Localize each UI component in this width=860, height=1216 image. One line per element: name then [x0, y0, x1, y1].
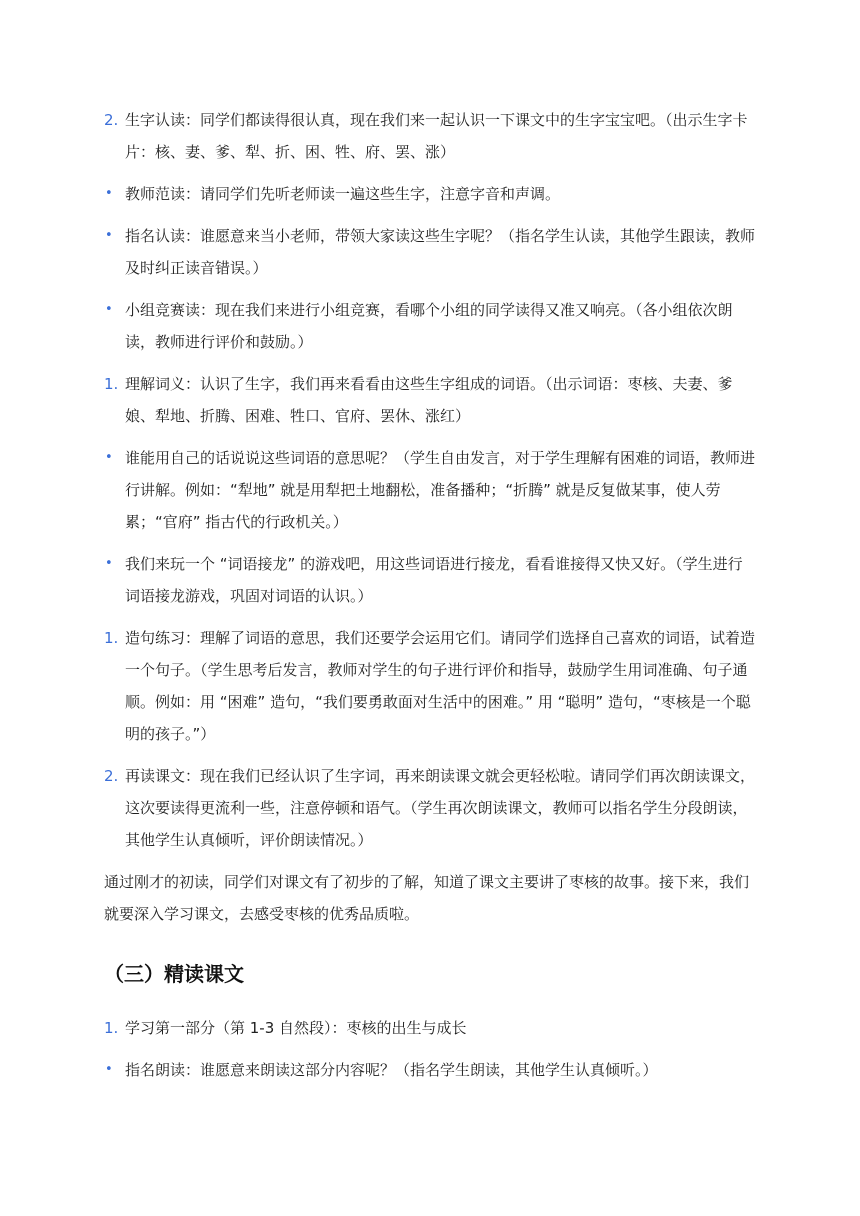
list-item [104, 220, 756, 284]
list-item [104, 178, 756, 210]
bullet-marker: • [105, 228, 113, 243]
list-number: 2. [104, 111, 119, 129]
bullet-marker: • [105, 186, 113, 201]
list-item-text: 指名朗读：谁愿意来朗读这部分内容呢？（指名学生朗读，其他学生认真倾听。） [125, 1061, 658, 1079]
list-item [104, 1012, 756, 1044]
list-item [104, 622, 756, 750]
list-item-text: 谁能用自己的话说说这些词语的意思呢？（学生自由发言，对于学生理解有困难的词语，教师进行讲解。例如：“犁地” 就是用犁把土地翻松，准备播种；“折腾” 就是反复做某事，使人劳累；“官府” 指古代的行政机关。） [125, 449, 756, 531]
bullet-marker: • [105, 556, 113, 571]
list-item [104, 104, 756, 168]
list-item-text: 小组竞赛读：现在我们来进行小组竞赛，看哪个小组的同学读得又准又响亮。（各小组依次朗读，教师进行评价和鼓励。） [125, 301, 733, 351]
summary-paragraph: 通过刚才的初读，同学们对课文有了初步的了解，知道了课文主要讲了枣核的故事。接下来，我们就要深入学习课文，去感受枣核的优秀品质啦。 [104, 873, 750, 923]
list-item [104, 1054, 756, 1086]
section-heading: （三）精读课文 [104, 962, 244, 986]
list-item-text: 生字认读：同学们都读得很认真，现在我们来一起认识一下课文中的生字宝宝吧。（出示生字卡片：核、妻、爹、犁、折、困、牲、府、罢、涨） [125, 111, 748, 161]
list-item-text: 造句练习：理解了词语的意思，我们还要学会运用它们。请同学们选择自己喜欢的词语，试着造一个句子。（学生思考后发言，教师对学生的句子进行评价和指导，鼓励学生用词准确、句子通顺。例如：用 “困难” 造句，“我们要勇敢面对生活中的困难。” 用 “聪明” 造句，“枣核是一个聪明的孩子。”） [125, 629, 756, 743]
document-content [104, 104, 756, 1096]
list-item [104, 760, 756, 856]
list-item [104, 442, 756, 538]
list-item [104, 368, 756, 432]
bullet-marker: • [105, 450, 113, 465]
list-item [104, 548, 756, 612]
list-item-text: 学习第一部分（第 1-3 自然段）：枣核的出生与成长 [125, 1019, 467, 1037]
list-item-text: 再读课文：现在我们已经认识了生字词，再来朗读课文就会更轻松啦。请同学们再次朗读课文，这次要读得更流利一些，注意停顿和语气。（学生再次朗读课文，教师可以指名学生分段朗读，其他学生认真倾听，评价朗读情况。） [125, 767, 756, 849]
bullet-marker: • [105, 302, 113, 317]
bullet-marker: • [105, 1062, 113, 1077]
list-item [104, 294, 756, 358]
list-number: 1. [104, 375, 119, 393]
list-item-text: 我们来玩一个 “词语接龙” 的游戏吧，用这些词语进行接龙，看看谁接得又快又好。（学生进行词语接龙游戏，巩固对词语的认识。） [125, 555, 743, 605]
list-number: 1. [104, 629, 119, 647]
list-item-text: 教师范读：请同学们先听老师读一遍这些生字，注意字音和声调。 [125, 185, 561, 203]
list-item-text: 理解词义：认识了生字，我们再来看看由这些生字组成的词语。（出示词语：枣核、夫妻、爹娘、犁地、折腾、困难、牲口、官府、罢休、涨红） [125, 375, 733, 425]
list-item-text: 指名认读：谁愿意来当小老师，带领大家读这些生字呢？（指名学生认读，其他学生跟读，教师及时纠正读音错误。） [125, 227, 756, 277]
list-number: 1. [104, 1019, 119, 1037]
list-number: 2. [104, 767, 119, 785]
